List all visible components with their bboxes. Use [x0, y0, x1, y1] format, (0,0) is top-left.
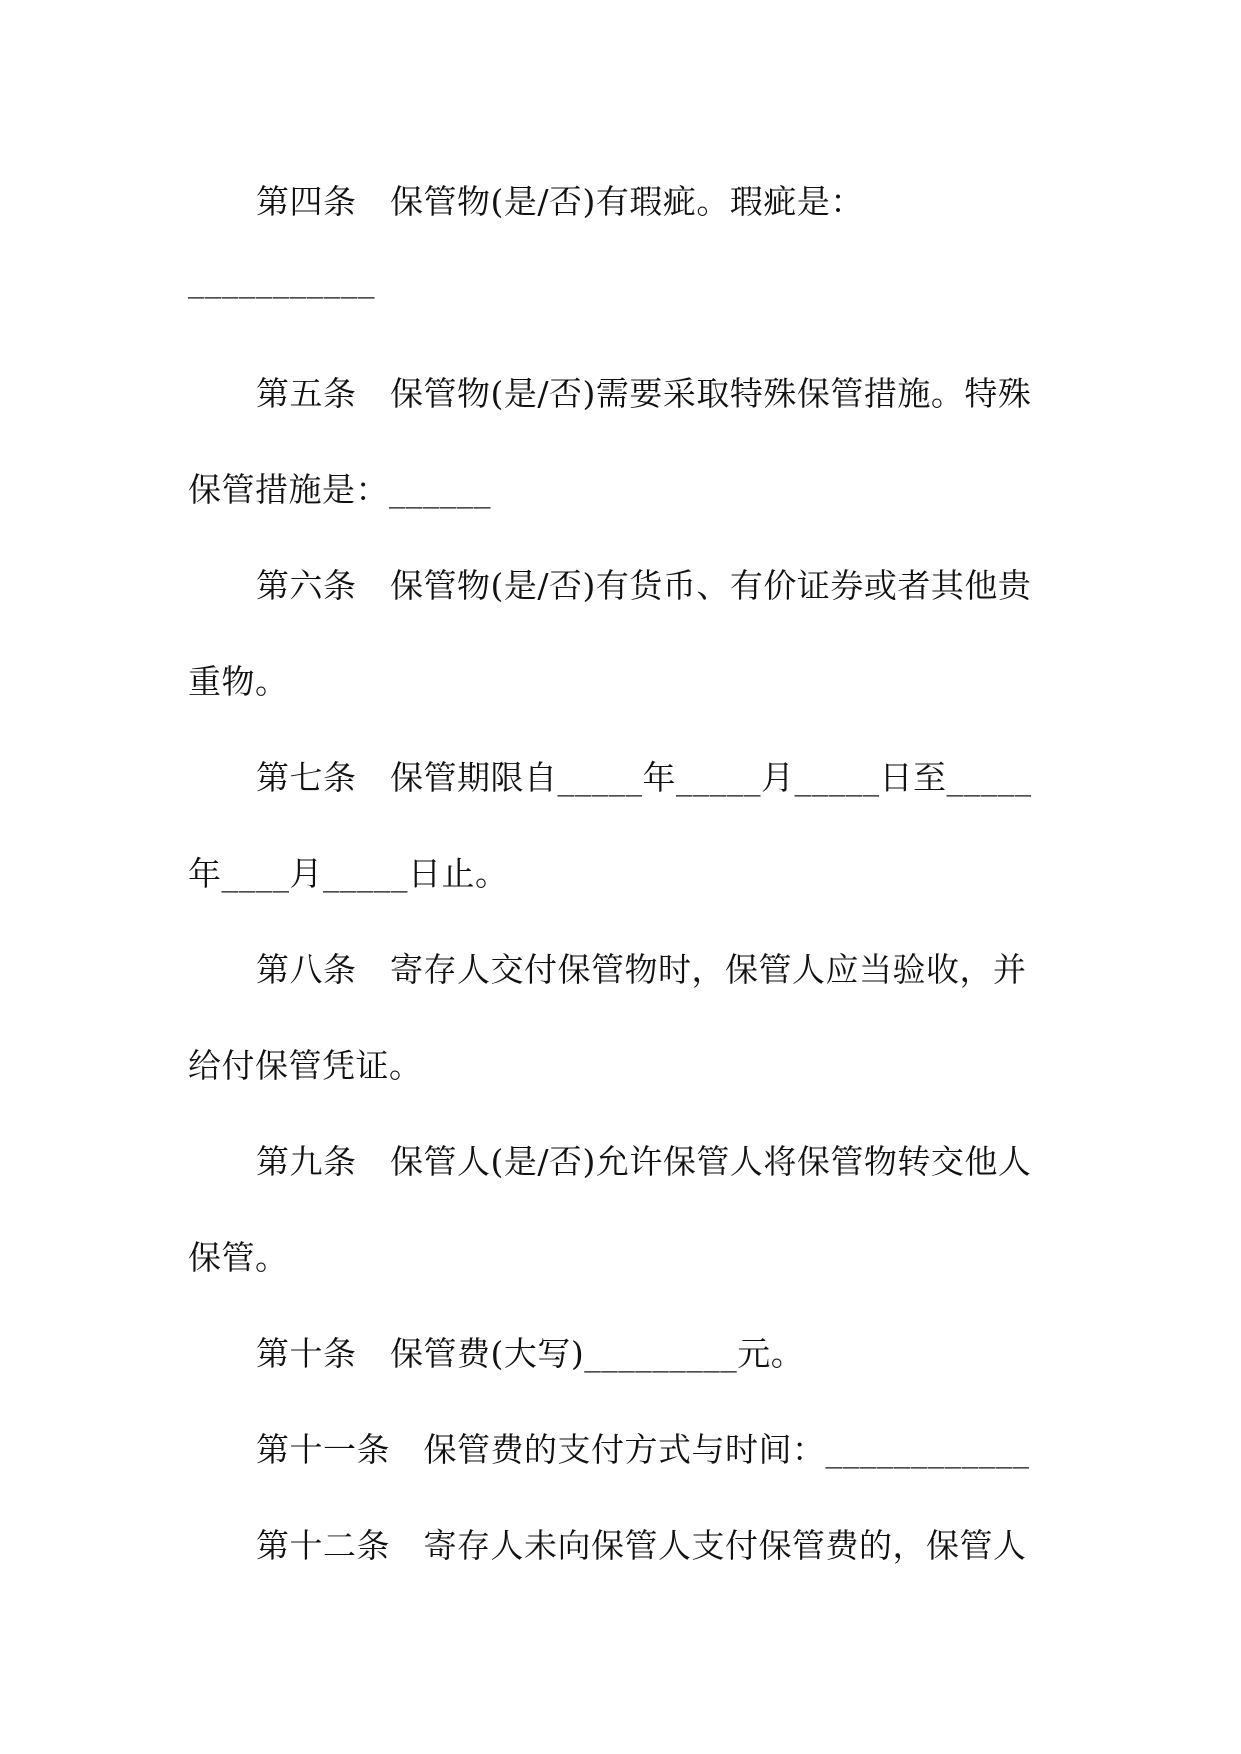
article-9-line-2: 保管。	[188, 1238, 289, 1277]
article-6-line-1: 第六条 保管物(是/否)有货币、有价证券或者其他贵	[256, 566, 1032, 605]
article-7-line-1: 第七条 保管期限自_____年_____月_____日至_____	[256, 758, 1032, 797]
article-9-line-1: 第九条 保管人(是/否)允许保管人将保管物转交他人	[256, 1142, 1032, 1181]
article-5-line-2: 保管措施是：______	[188, 470, 491, 509]
article-10-line-1: 第十条 保管费(大写)_________元。	[256, 1334, 805, 1373]
article-8-line-1: 第八条 寄存人交付保管物时，保管人应当验收，并	[256, 950, 1027, 989]
article-6-line-2: 重物。	[188, 662, 289, 701]
article-7-line-2: 年____月_____日止。	[188, 854, 509, 893]
article-5-line-1: 第五条 保管物(是/否)需要采取特殊保管措施。特殊	[256, 374, 1032, 413]
article-11-line-1: 第十一条 保管费的支付方式与时间：____________	[256, 1430, 1030, 1469]
article-12-line-1: 第十二条 寄存人未向保管人支付保管费的，保管人	[256, 1526, 1027, 1565]
article-4-line-1: 第四条 保管物(是/否)有瑕疵。瑕疵是：	[256, 182, 864, 221]
article-4-line-2: ___________	[188, 260, 375, 299]
article-8-line-2: 给付保管凭证。	[188, 1046, 423, 1085]
